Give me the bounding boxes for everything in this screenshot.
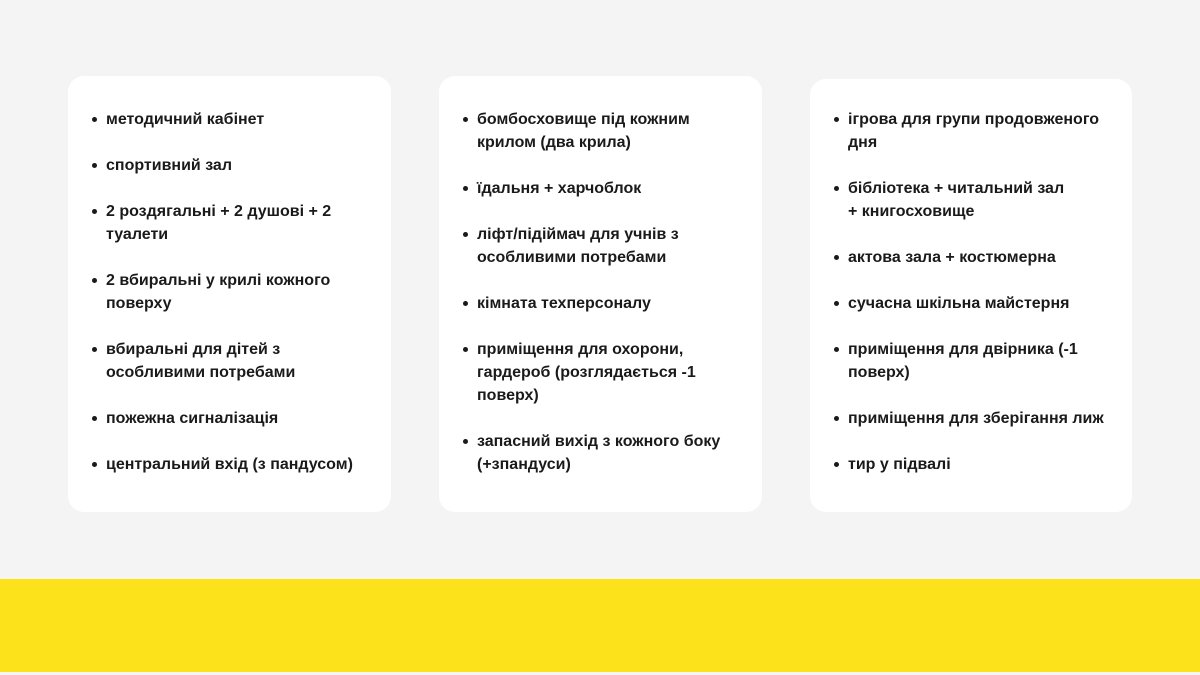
- footer-accent-band: [0, 579, 1200, 672]
- list-item: приміщення для охорони, гардероб (розглядається -1 поверх): [477, 338, 750, 407]
- list-item: 2 вбиральні у крилі кожного поверху: [106, 269, 379, 315]
- list-item: приміщення для двірника (-1 поверх): [848, 338, 1120, 384]
- list-item: ігрова для групи продовженого дня: [848, 108, 1120, 154]
- list-item: кімната техперсоналу: [477, 292, 750, 315]
- list-item: вбиральні для дітей з особливими потребами: [106, 338, 379, 384]
- list-item: бомбосховище під кожним крилом (два крила): [477, 108, 750, 154]
- list-item: сучасна шкільна майстерня: [848, 292, 1120, 315]
- list-item: центральний вхід (з пандусом): [106, 453, 379, 476]
- list-item: 2 роздягальні + 2 душові + 2 туалети: [106, 200, 379, 246]
- facilities-list-3: [848, 108, 1120, 476]
- facilities-list-2: [477, 108, 750, 476]
- list-item: їдальня + харчоблок: [477, 177, 750, 200]
- list-item: спортивний зал: [106, 154, 379, 177]
- list-item: тир у підвалі: [848, 453, 1120, 476]
- list-item: пожежна сигналізація: [106, 407, 379, 430]
- facilities-card-1: [68, 76, 391, 512]
- list-item: запасний вихід з кожного боку (+зпандуси): [477, 430, 750, 476]
- list-item: актова зала + костюмерна: [848, 246, 1120, 269]
- facilities-list-1: [106, 108, 379, 476]
- list-item: бібліотека + читальний зал + книгосховище: [848, 177, 1120, 223]
- list-item: методичний кабінет: [106, 108, 379, 131]
- facilities-card-2: [439, 76, 762, 512]
- list-item: приміщення для зберігання лиж: [848, 407, 1120, 430]
- list-item: ліфт/підіймач для учнів з особливими потребами: [477, 223, 750, 269]
- facilities-card-3: [810, 79, 1132, 512]
